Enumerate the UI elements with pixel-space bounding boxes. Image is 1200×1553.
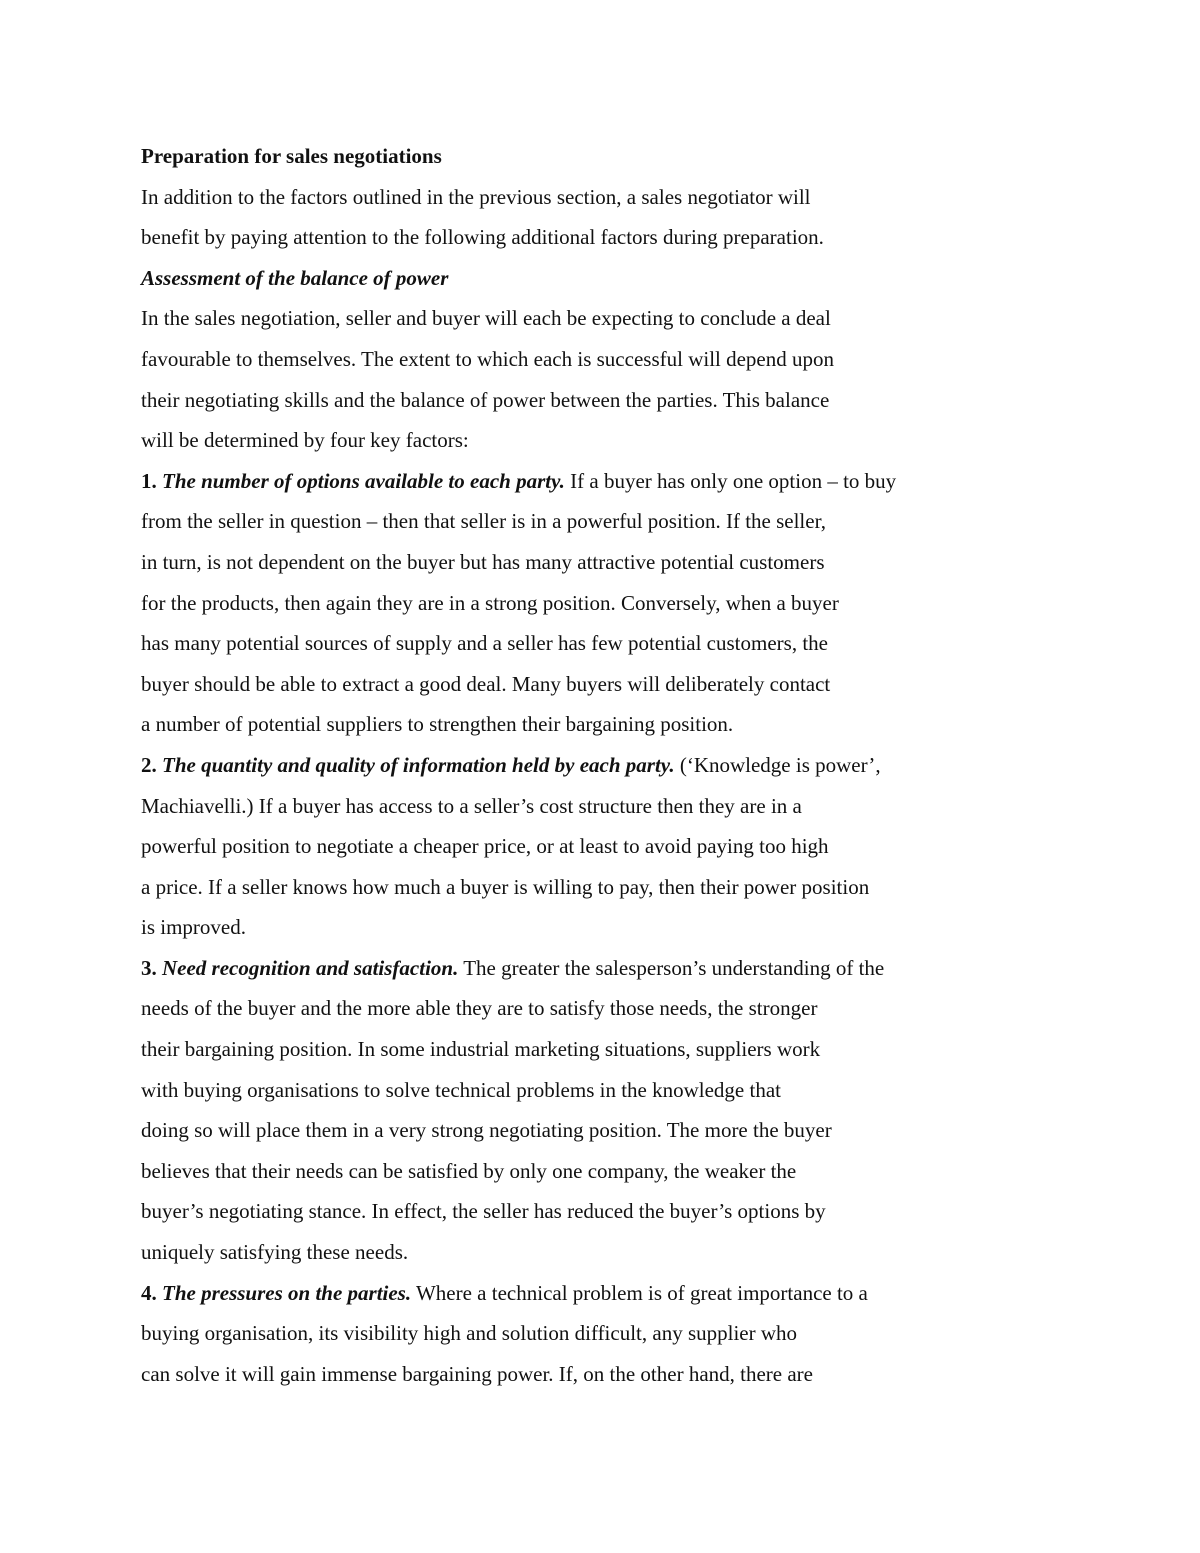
factor-3-line: their bargaining position. In some industrial marketing situations, suppliers work	[141, 1037, 821, 1062]
factor-1-line: buyer should be able to extract a good deal. Many buyers will deliberately contact	[141, 671, 831, 696]
factor-2-first-line	[141, 745, 1021, 786]
section-body-line: favourable to themselves. The extent to which each is successful will depend upon	[141, 346, 834, 371]
section-body-line: will be determined by four key factors:	[141, 428, 469, 453]
factor-3-line: needs of the buyer and the more able they are to satisfy those needs, the stronger	[141, 996, 818, 1021]
factor-text: Where a technical problem is of great importance to a	[411, 1280, 868, 1305]
factor-3-line: buyer’s negotiating stance. In effect, the seller has reduced the buyer’s options by	[141, 1199, 826, 1224]
factor-3-line: doing so will place them in a very strong negotiating position. The more the buyer	[141, 1118, 832, 1143]
factor-number: 1.	[141, 468, 157, 493]
factor-2-line: a price. If a seller knows how much a buyer is willing to pay, then their power position	[141, 874, 870, 899]
factor-text: (‘Knowledge is power’,	[674, 752, 881, 777]
factor-1-line: a number of potential suppliers to strengthen their bargaining position.	[141, 712, 734, 737]
page-title: Preparation for sales negotiations	[141, 144, 442, 168]
factor-1-first-line	[141, 461, 1021, 502]
factor-4-first-line	[141, 1273, 1021, 1314]
factor-number: 4.	[141, 1280, 157, 1305]
factor-3-line: believes that their needs can be satisfied by only one company, the weaker the	[141, 1158, 797, 1183]
factor-3-line: uniquely satisfying these needs.	[141, 1240, 409, 1265]
section-body-line: their negotiating skills and the balance of power between the parties. This balance	[141, 387, 830, 412]
factor-2-line: is improved.	[141, 915, 246, 940]
section-body-line: In the sales negotiation, seller and buyer will each be expecting to conclude a deal	[141, 306, 831, 331]
document-body	[141, 136, 1021, 1394]
factor-1-line: has many potential sources of supply and a seller has few potential customers, the	[141, 631, 828, 656]
factor-2-line: Machiavelli.) If a buyer has access to a seller’s cost structure then they are in a	[141, 793, 802, 818]
factor-lead: The pressures on the parties.	[162, 1280, 412, 1305]
factor-1-line: from the seller in question – then that seller is in a powerful position. If the seller,	[141, 509, 826, 534]
factor-3-line: with buying organisations to solve technical problems in the knowledge that	[141, 1077, 781, 1102]
factor-number: 3.	[141, 955, 157, 980]
factor-1-line: for the products, then again they are in a strong position. Conversely, when a buyer	[141, 590, 839, 615]
intro-line: benefit by paying attention to the following additional factors during preparation.	[141, 225, 824, 250]
factor-4-line: buying organisation, its visibility high and solution difficult, any supplier who	[141, 1321, 798, 1346]
factor-1-line: in turn, is not dependent on the buyer but has many attractive potential customers	[141, 549, 825, 574]
factor-4-line: can solve it will gain immense bargaining power. If, on the other hand, there are	[141, 1361, 813, 1386]
factor-2-line: powerful position to negotiate a cheaper price, or at least to avoid paying too high	[141, 834, 829, 859]
factor-lead: The number of options available to each party.	[162, 468, 565, 493]
section-heading: Assessment of the balance of power	[141, 265, 449, 290]
factor-3-first-line	[141, 948, 1021, 989]
intro-line: In addition to the factors outlined in the previous section, a sales negotiator will	[141, 184, 811, 209]
factor-lead: The quantity and quality of information held by each party.	[162, 752, 675, 777]
factor-text: If a buyer has only one option – to buy	[564, 468, 897, 493]
factor-text: The greater the salesperson’s understanding of the	[458, 955, 885, 980]
factor-number: 2.	[141, 752, 157, 777]
factor-lead: Need recognition and satisfaction.	[162, 955, 459, 980]
